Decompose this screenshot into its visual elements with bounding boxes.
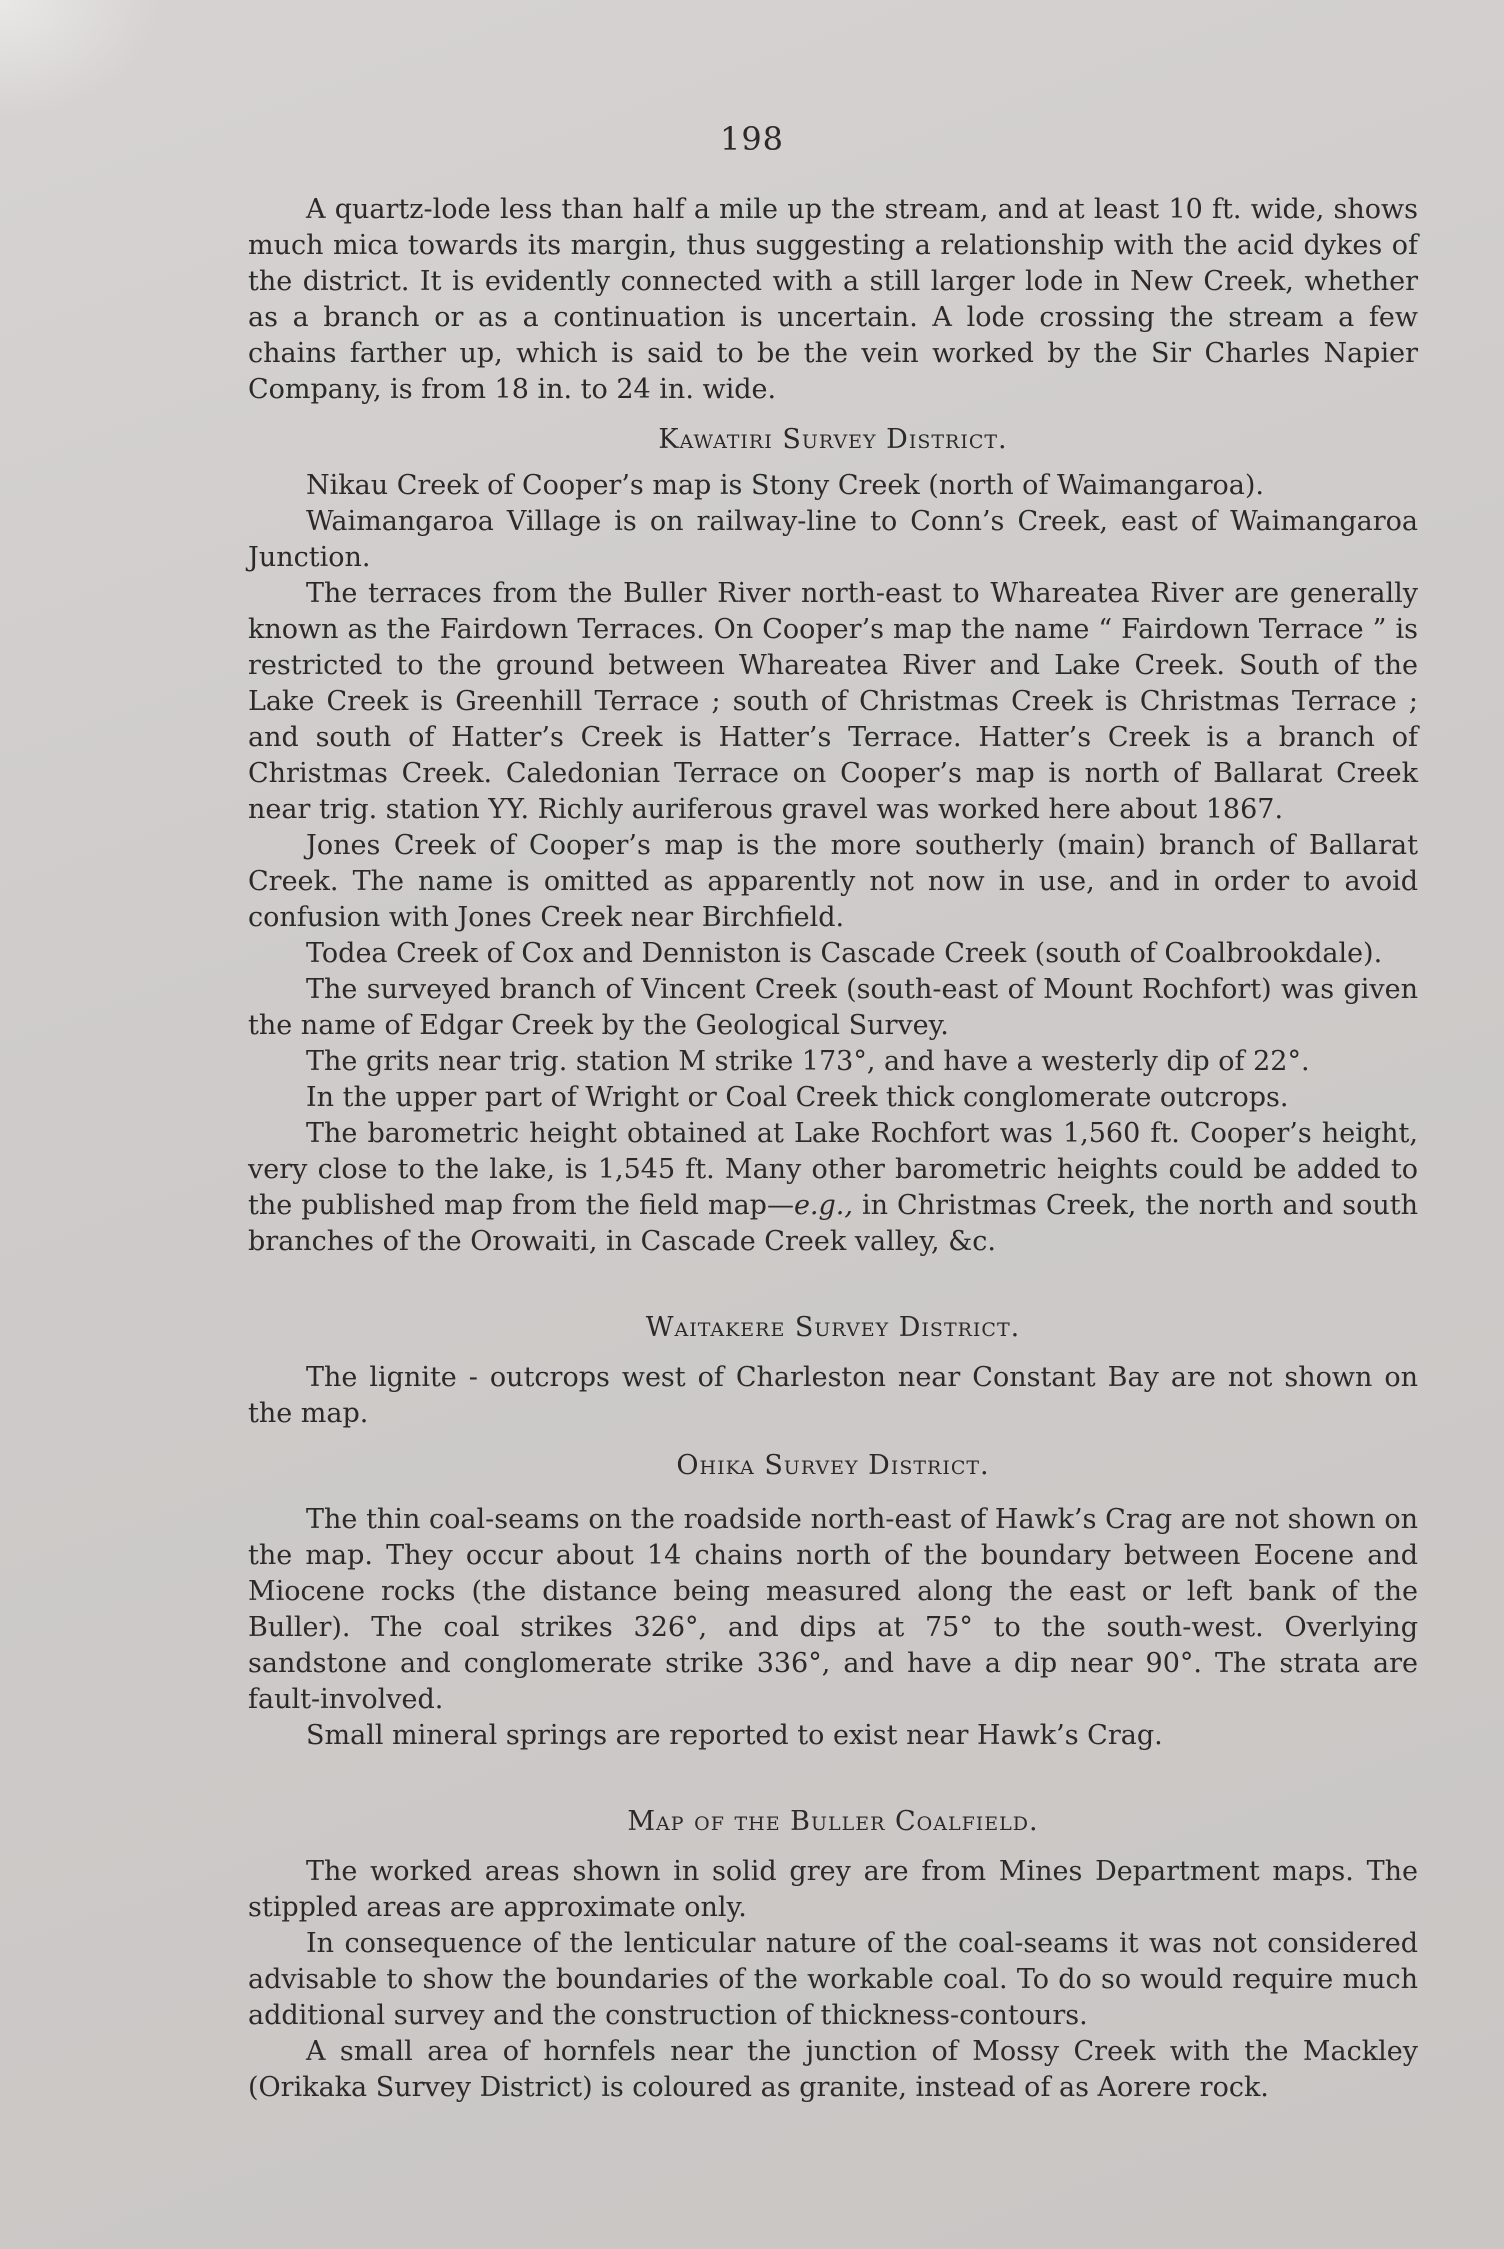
paragraph-fairdown-terraces: The terraces from the Buller River north-east to Whareatea River are generally known as the Fairdown Terraces. On Cooper’s map the name “ Fairdown Terrace ” is restricted to the ground between Whareatea River and Lake Creek. South of the Lake Creek is Greenhill Terrace ; south of Christmas Creek is Christmas Terrace ; and south of Hatter’s Creek is Hatter’s Terrace. Hatter’s Creek is a branch of Christmas Creek. Caledonian Terrace on Cooper’s map is north of Ballarat Creek near trig. station YY. Richly auriferous gravel was worked here about 1867. (248, 578, 1418, 825)
paragraph-wright-creek: In the upper part of Wright or Coal Creek thick conglomerate outcrops. (306, 1082, 1289, 1113)
paragraph-lignite-outcrops: The lignite - outcrops west of Charleston near Constant Bay are not shown on the map. (248, 1362, 1418, 1429)
heading-map-of-buller-coalfield: Map of the Buller Coalfield. (627, 1806, 1039, 1837)
paragraph-barometric-height (248, 1116, 1418, 1260)
barometric-text-b: in Christmas Creek, the north and south branches of the Orowaiti, in Cascade Creek valley, &c. (248, 1190, 1419, 1257)
barometric-text-eg: e.g., (793, 1190, 853, 1221)
paragraph-nikau-creek: Nikau Creek of Cooper’s map is Stony Creek (north of Waimangaroa). (306, 470, 1264, 501)
paragraph-todea-creek: Todea Creek of Cox and Denniston is Cascade Creek (south of Coalbrookdale). (306, 938, 1383, 969)
paragraph-grits-strike: The grits near trig. station M strike 173°, and have a westerly dip of 22°. (306, 1046, 1310, 1077)
paragraph-worked-areas: The worked areas shown in solid grey are from Mines Department maps. The stippled areas are approximate only. (248, 1856, 1418, 1923)
paragraph-thin-coal-seams: The thin coal-seams on the roadside north-east of Hawk’s Crag are not shown on the map. They occur about 14 chains north of the boundary between Eocene and Miocene rocks (the distance being measured along the east or left bank of the Buller). The coal strikes 326°, and dips at 75° to the south-west. Overlying sandstone and conglomerate strike 336°, and have a dip near 90°. The strata are fault-involved. (248, 1504, 1418, 1715)
paragraph-waimangaroa-village: Waimangaroa Village is on railway-line to Conn’s Creek, east of Waimangaroa Junction. (248, 506, 1418, 573)
paragraph-quartz-lode: A quartz-lode less than half a mile up the stream, and at least 10 ft. wide, shows much mica towards its margin, thus suggesting a relationship with the acid dykes of the district. It is evidently connected with a still larger lode in New Creek, whether as a branch or as a continuation is uncertain. A lode crossing the stream a few chains farther up, which is said to be the vein worked by the Sir Charles Napier Company, is from 18 in. to 24 in. wide. (248, 194, 1418, 405)
page-corner-shadow (0, 0, 160, 120)
heading-kawatiri-survey-district: Kawatiri Survey District. (658, 424, 1008, 455)
barometric-text-a: The barometric height obtained at Lake Rochfort was 1,560 ft. Cooper’s height, very close to the lake, is 1,545 ft. Many other barometric heights could be added to the published map from the field map— (248, 1118, 1418, 1221)
paragraph-jones-creek: Jones Creek of Cooper’s map is the more southerly (main) branch of Ballarat Creek. The name is omitted as apparently not now in use, and in order to avoid confusion with Jones Creek near Birchfield. (248, 830, 1418, 933)
paragraph-mineral-springs: Small mineral springs are reported to exist near Hawk’s Crag. (306, 1720, 1163, 1751)
page-body (248, 192, 1418, 2106)
paragraph-vincent-creek: The surveyed branch of Vincent Creek (south-east of Mount Rochfort) was given the name of Edgar Creek by the Geological Survey. (248, 974, 1418, 1041)
paragraph-lenticular-nature: In consequence of the lenticular nature of the coal-seams it was not considered advisable to show the boundaries of the workable coal. To do so would require much additional survey and the construction of thickness-contours. (248, 1928, 1418, 2031)
page-number: 198 (719, 120, 785, 158)
paragraph-hornfels: A small area of hornfels near the junction of Mossy Creek with the Mackley (Orikaka Survey District) is coloured as granite, instead of as Aorere rock. (248, 2036, 1418, 2103)
heading-waitakere-survey-district: Waitakere Survey District. (645, 1312, 1021, 1343)
heading-ohika-survey-district: Ohika Survey District. (676, 1450, 990, 1481)
